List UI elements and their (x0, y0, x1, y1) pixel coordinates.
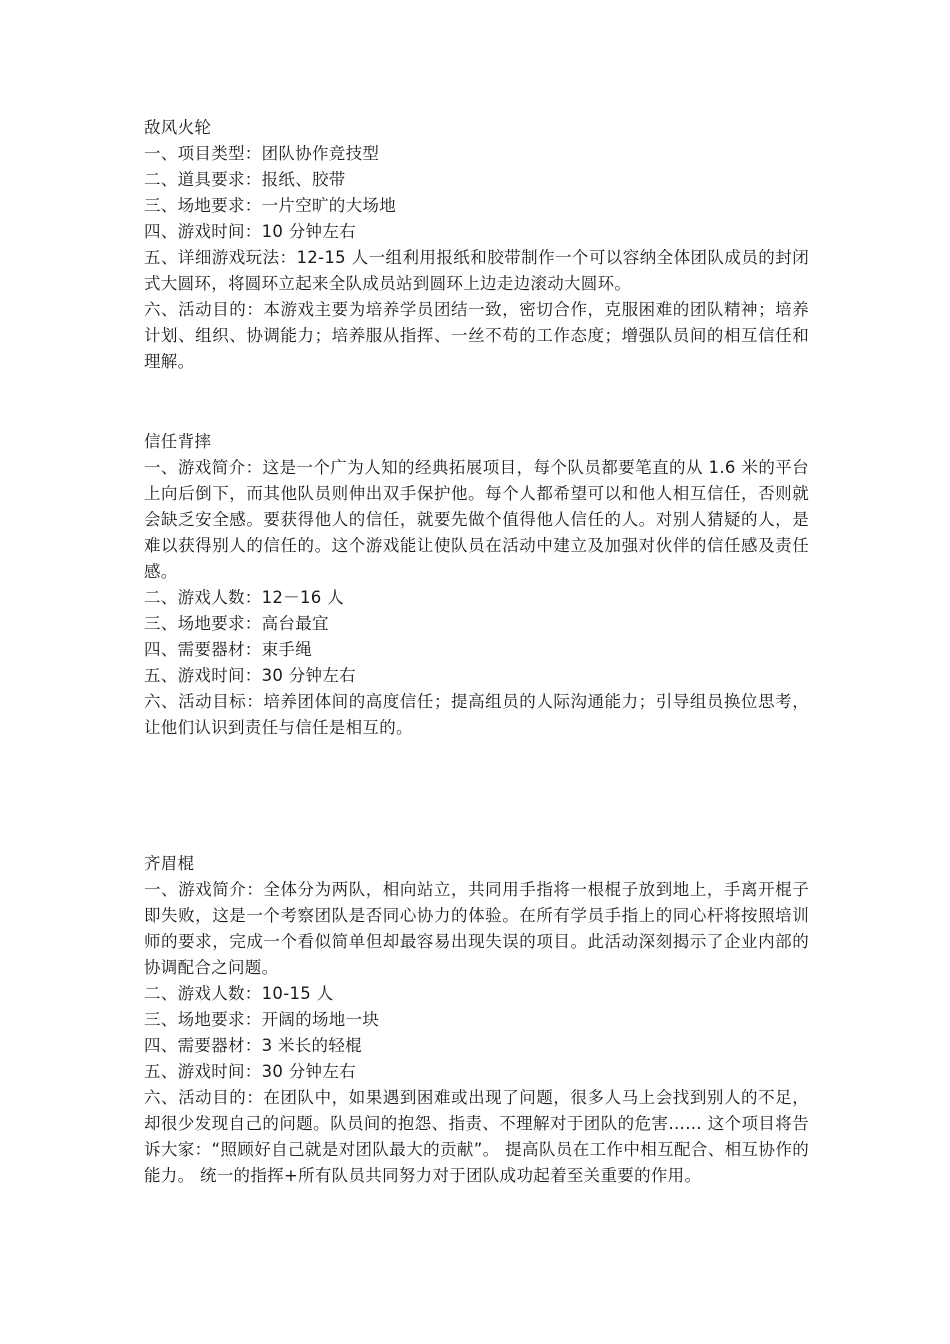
item-venue: 三、场地要求：高台最宜 (144, 614, 329, 633)
item-props: 二、道具要求：报纸、胶带 (144, 170, 346, 189)
section-title: 信任背摔 (144, 432, 212, 451)
item-gameplay: 五、详细游戏玩法：12-15 人一组利用报纸和胶带制作一个可以容纳全体团队成员的封闭式大圆环，将圆环立起来全队成员站到圆环上边走边滚动大圆环。 (144, 248, 809, 293)
section-trust-fall (144, 429, 809, 741)
item-duration: 四、游戏时间：10 分钟左右 (144, 222, 356, 241)
item-goal: 六、活动目标：培养团体间的高度信任；提高组员的人际沟通能力；引导组员换位思考，让他们认识到责任与信任是相互的。 (144, 692, 809, 737)
item-duration: 五、游戏时间：30 分钟左右 (144, 1062, 356, 1081)
item-players: 二、游戏人数：12－16 人 (144, 588, 344, 607)
item-purpose: 六、活动目的：本游戏主要为培养学员团结一致，密切合作，克服困难的团队精神；培养计划、组织、协调能力；培养服从指挥、一丝不苟的工作态度；增强队员间的相互信任和理解。 (144, 300, 809, 371)
item-equipment: 四、需要器材：3 米长的轻棍 (144, 1036, 362, 1055)
section-helium-stick (144, 851, 809, 1189)
item-project-type: 一、项目类型：团队协作竞技型 (144, 144, 380, 163)
item-venue: 三、场地要求：开阔的场地一块 (144, 1010, 380, 1029)
item-purpose: 六、活动目的：在团队中，如果遇到困难或出现了问题，很多人马上会找到别人的不足，却很少发现自己的问题。队员间的抱怨、指责、不理解对于团队的危害…… 这个项目将告诉大家：“照顾好自己就是对团队最大的贡献”。 提高队员在工作中相互配合、相互协作的能力。 统一的指挥+所有队员共同努力对于团队成功起着至关重要的作用。 (144, 1088, 809, 1185)
item-equipment: 四、需要器材：束手绳 (144, 640, 312, 659)
item-venue: 三、场地要求：一片空旷的大场地 (144, 196, 396, 215)
item-intro: 一、游戏简介：全体分为两队，相向站立，共同用手指将一根棍子放到地上，手离开棍子即失败，这是一个考察团队是否同心协力的体验。在所有学员手指上的同心杆将按照培训师的要求，完成一个看似简单但却最容易出现失误的项目。此活动深刻揭示了企业内部的协调配合之问题。 (144, 880, 809, 977)
section-title: 敌风火轮 (144, 118, 212, 137)
item-intro: 一、游戏简介：这是一个广为人知的经典拓展项目，每个队员都要笔直的从 1.6 米的平台上向后倒下，而其他队员则伸出双手保护他。每个人都希望可以和他人相互信任，否则就会缺乏安全感。要获得他人的信任，就要先做个值得他人信任的人。对别人猜疑的人，是难以获得别人的信任的。这个游戏能让使队员在活动中建立及加强对伙伴的信任感及责任感。 (144, 458, 809, 581)
section-fire-wheel (144, 115, 809, 375)
item-duration: 五、游戏时间：30 分钟左右 (144, 666, 356, 685)
item-players: 二、游戏人数：10-15 人 (144, 984, 334, 1003)
section-title: 齐眉棍 (144, 854, 195, 873)
